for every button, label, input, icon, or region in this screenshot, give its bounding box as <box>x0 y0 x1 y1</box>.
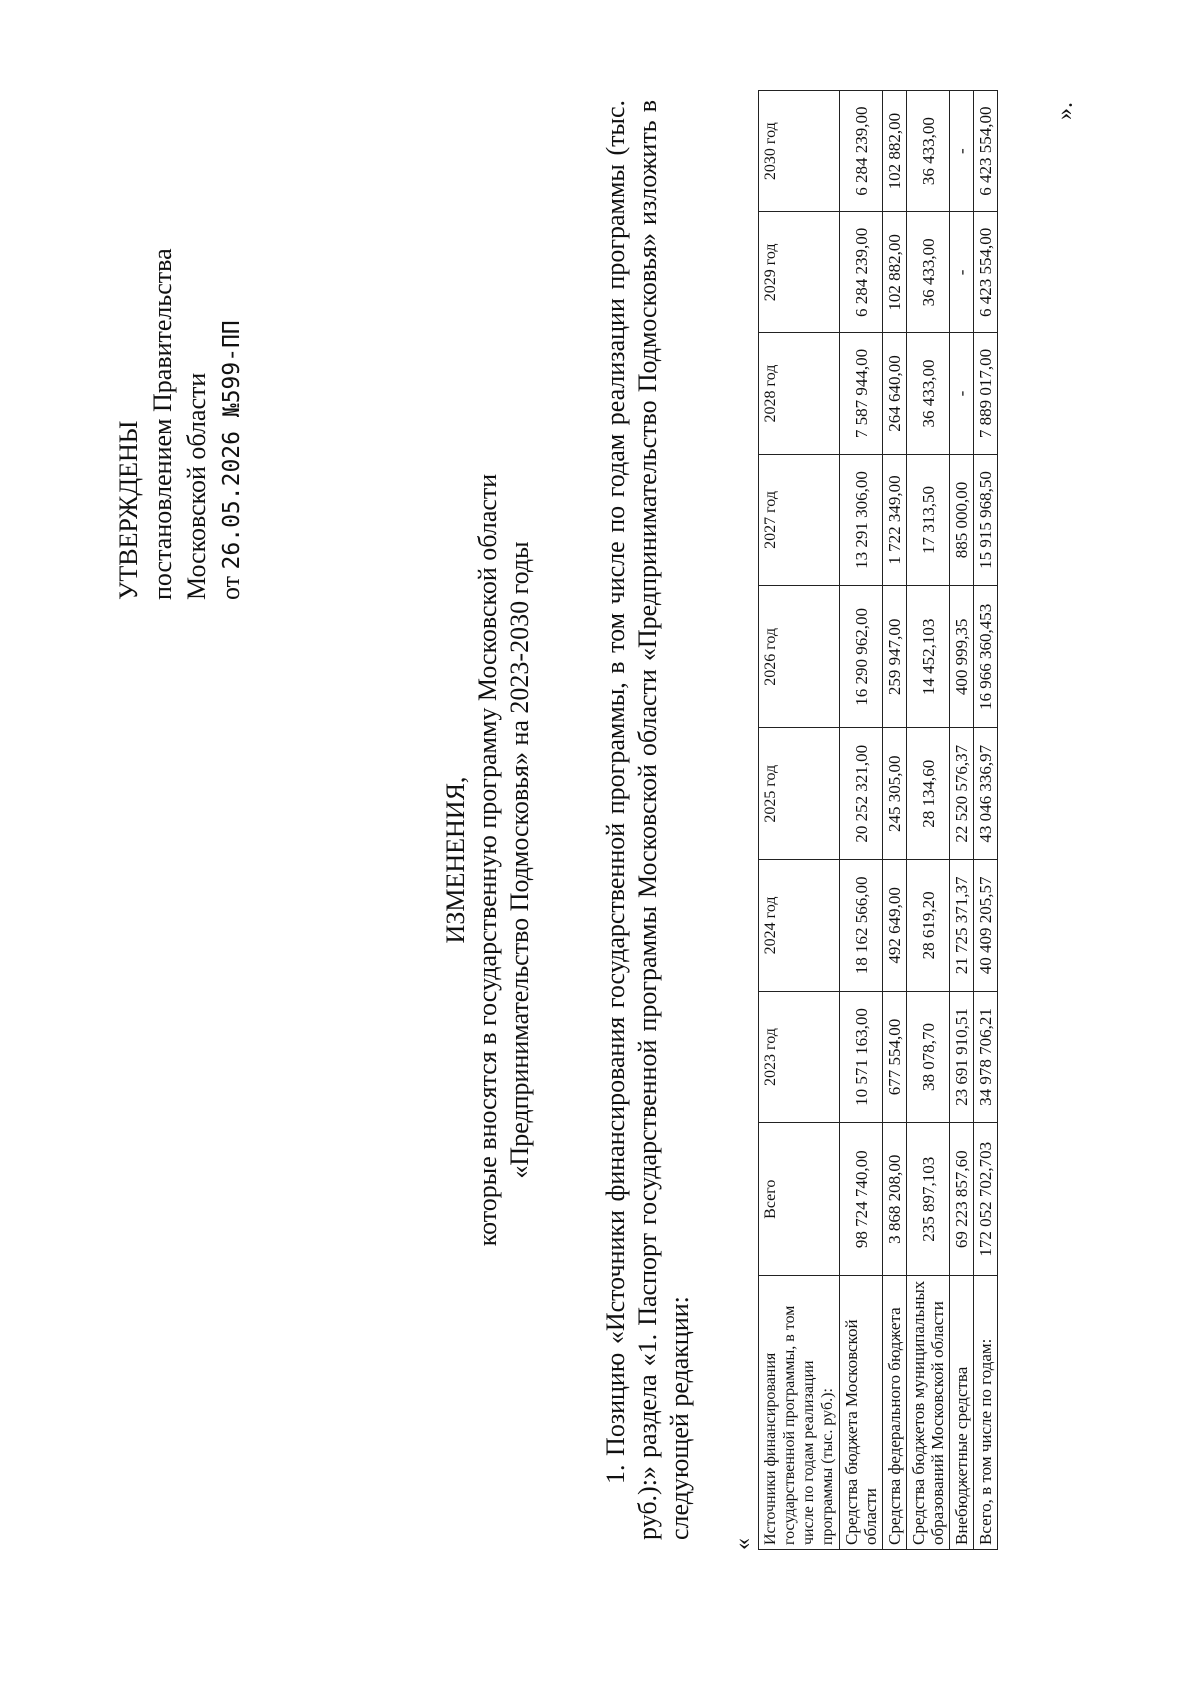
table-cell: 245 305,00 <box>883 728 907 860</box>
table-cell: - <box>950 91 974 212</box>
table-cell: 21 725 371,37 <box>950 860 974 992</box>
table-cell: - <box>950 333 974 454</box>
table-cell: 885 000,00 <box>950 454 974 586</box>
table-cell: 38 078,70 <box>907 991 950 1123</box>
table-cell: 13 291 306,00 <box>840 454 883 586</box>
approval-line: Московской области <box>182 372 211 600</box>
title-line: которые вносятся в государственную программу Московской области <box>473 473 502 1247</box>
table-row <box>950 91 974 1550</box>
table-cell: 677 554,00 <box>883 991 907 1123</box>
table-cell: 6 423 554,00 <box>974 91 998 212</box>
table-cell: - <box>950 212 974 333</box>
header-total: Всего <box>759 1123 840 1276</box>
row-label: Средства федерального бюджета <box>883 1276 907 1550</box>
table-row <box>907 91 950 1550</box>
header-year: 2025 год <box>759 728 840 860</box>
table-cell: 23 691 910,51 <box>950 991 974 1123</box>
table-row <box>883 91 907 1550</box>
row-label: Средства бюджетов муниципальных образований Московской области <box>907 1276 950 1550</box>
date-prefix: от <box>216 575 245 600</box>
opening-quote: « <box>730 1538 756 1550</box>
table-cell: 3 868 208,00 <box>883 1123 907 1276</box>
table-cell: 400 999,35 <box>950 586 974 728</box>
date-number-stamp: 26.05.2026 №599-ПП <box>219 320 245 570</box>
table-cell: 14 452,103 <box>907 586 950 728</box>
header-year: 2024 год <box>759 860 840 992</box>
table-cell: 36 433,00 <box>907 333 950 454</box>
table-cell: 1 722 349,00 <box>883 454 907 586</box>
header-year: 2029 год <box>759 212 840 333</box>
table-cell: 34 978 706,21 <box>974 991 998 1123</box>
table-cell: 492 649,00 <box>883 860 907 992</box>
table-cell: 7 587 944,00 <box>840 333 883 454</box>
table-cell: 264 640,00 <box>883 333 907 454</box>
table-cell: 102 882,00 <box>883 212 907 333</box>
table-cell: 43 046 336,97 <box>974 728 998 860</box>
approval-date <box>214 248 249 600</box>
header-year: 2026 год <box>759 586 840 728</box>
header-year: 2028 год <box>759 333 840 454</box>
title-line: «Предпринимательство Подмосковья» на 2023-2030 годы <box>505 541 534 1179</box>
table-cell: 69 223 857,60 <box>950 1123 974 1276</box>
row-label: Средства бюджета Московской области <box>840 1276 883 1550</box>
approval-line: постановлением Правительства <box>148 248 177 600</box>
header-year: 2023 год <box>759 991 840 1123</box>
table-cell: 6 423 554,00 <box>974 212 998 333</box>
table-header-row <box>759 91 840 1550</box>
row-label: Внебюджетные средства <box>950 1276 974 1550</box>
rotated-page <box>40 60 1120 1660</box>
table-cell: 17 313,50 <box>907 454 950 586</box>
header-source: Источники финансирования государственной программы, в том числе по годам реализации программы (тыс. руб.): <box>759 1276 840 1550</box>
table-row <box>840 91 883 1550</box>
table-cell: 22 520 576,37 <box>950 728 974 860</box>
table-cell: 40 409 205,57 <box>974 860 998 992</box>
table-cell: 36 433,00 <box>907 91 950 212</box>
table-body <box>840 91 998 1550</box>
table-row <box>974 91 998 1550</box>
closing-quote: ». <box>1052 102 1078 120</box>
table-cell: 18 162 566,00 <box>840 860 883 992</box>
table-cell: 16 966 360,453 <box>974 586 998 728</box>
table-cell: 102 882,00 <box>883 91 907 212</box>
financing-table <box>758 90 998 1550</box>
document-title <box>440 60 536 1660</box>
approval-block <box>112 248 249 600</box>
table-cell: 235 897,103 <box>907 1123 950 1276</box>
header-year: 2027 год <box>759 454 840 586</box>
table-cell: 15 915 968,50 <box>974 454 998 586</box>
header-year: 2030 год <box>759 91 840 212</box>
table-cell: 28 619,20 <box>907 860 950 992</box>
table-cell: 28 134,60 <box>907 728 950 860</box>
table-cell: 20 252 321,00 <box>840 728 883 860</box>
table-cell: 10 571 163,00 <box>840 991 883 1123</box>
table-cell: 98 724 740,00 <box>840 1123 883 1276</box>
table-cell: 36 433,00 <box>907 212 950 333</box>
table-cell: 16 290 962,00 <box>840 586 883 728</box>
table-cell: 259 947,00 <box>883 586 907 728</box>
table-cell: 7 889 017,00 <box>974 333 998 454</box>
row-label: Всего, в том числе по годам: <box>974 1276 998 1550</box>
amendment-paragraph: 1. Позицию «Источники финансирования государственной программы, в том числе по годам реализации программы (тыс. руб.):» раздела «1. Паспорт государственной программы Московской области «Предпринимательство Подмосковья» изложить в следующей редакции: <box>601 100 694 1540</box>
table-cell: 6 284 239,00 <box>840 212 883 333</box>
table-cell: 172 052 702,703 <box>974 1123 998 1276</box>
table-cell: 6 284 239,00 <box>840 91 883 212</box>
approval-title: УТВЕРЖДЕНЫ <box>114 420 143 600</box>
title-heading: ИЗМЕНЕНИЯ, <box>441 776 470 944</box>
